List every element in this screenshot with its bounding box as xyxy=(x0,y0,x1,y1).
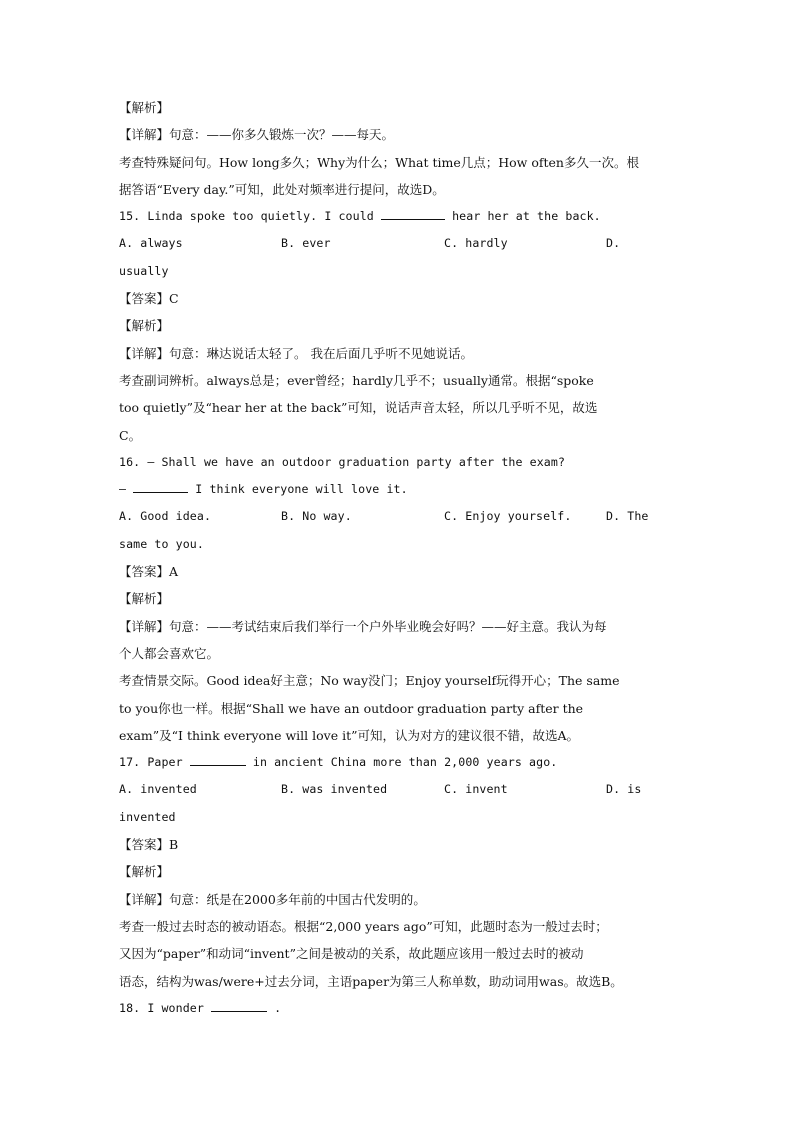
stem-text: . xyxy=(274,1000,282,1015)
question-17-options xyxy=(119,776,679,803)
option-c: C. invent xyxy=(444,782,508,797)
stem-text: hear her at the back. xyxy=(452,209,601,224)
analysis-heading: 【解析】 xyxy=(119,100,170,115)
answer-blank xyxy=(211,999,267,1012)
question-16-options xyxy=(119,503,679,530)
detail-line: 【详解】句意：——考试结束后我们举行一个户外毕业晚会好吗？——好主意。我认为每 xyxy=(119,618,607,634)
question-18-stem xyxy=(119,995,679,1022)
explanation-line: 考查一般过去时态的被动语态。根据“2,000 years ago”可知，此题时态为一般过去时； xyxy=(119,918,608,934)
question-16-stem: 16. — Shall we have an outdoor graduation party after the exam? xyxy=(119,454,566,469)
explanation-line: C。 xyxy=(119,427,142,443)
option-d-wrap: same to you. xyxy=(119,536,204,551)
stem-text: 15. Linda spoke too quietly. I could xyxy=(119,209,374,224)
explanation-line: 考查副词辨析。always总是；ever曾经；hardly几乎不；usually通常。根据“spoke xyxy=(119,372,594,388)
analysis-heading: 【解析】 xyxy=(119,318,170,334)
answer-line: 【答案】C xyxy=(119,291,179,307)
analysis-heading: 【解析】 xyxy=(119,864,170,880)
stem-text: in ancient China more than 2,000 years ago. xyxy=(252,755,558,770)
explanation-line: 据答语“Every day.”可知，此处对频率进行提问，故选D。 xyxy=(119,181,445,197)
stem-text: 17. Paper xyxy=(119,755,183,770)
option-d-wrap: usually xyxy=(119,263,169,278)
exam-page xyxy=(119,94,679,1022)
explanation-line: too quietly”及“hear her at the back”可知，说话声音太轻，所以几乎听不见，故选 xyxy=(119,400,598,416)
answer-blank xyxy=(190,753,246,766)
answer-blank xyxy=(133,480,188,493)
question-15-stem xyxy=(119,203,679,230)
option-b: B. was invented xyxy=(281,782,388,797)
explanation-line: exam”及“I think everyone will love it”可知，认为对方的建议很不错，故选A。 xyxy=(119,727,580,743)
option-a: A. Good idea. xyxy=(119,509,212,524)
question-16-response xyxy=(119,476,679,503)
explanation-line: 考查情景交际。Good idea好主意；No way没门；Enjoy yourself玩得开心；The same xyxy=(119,673,620,689)
option-c: C. Enjoy yourself. xyxy=(444,509,572,524)
stem-text: 18. I wonder xyxy=(119,1000,204,1015)
question-15-options xyxy=(119,230,679,257)
option-c: C. hardly xyxy=(444,236,508,251)
option-a: A. invented xyxy=(119,782,197,797)
answer-line: 【答案】B xyxy=(119,837,179,853)
explanation-line: 语态，结构为was/were+过去分词，主语paper为第三人称单数，助动词用was。故选B。 xyxy=(119,973,623,989)
detail-line: 【详解】句意：——你多久锻炼一次？——每天。 xyxy=(119,127,395,143)
explanation-line: 又因为“paper”和动词“invent”之间是被动的关系，故此题应该用一般过去时的被动 xyxy=(119,946,584,962)
option-b: B. ever xyxy=(281,236,331,251)
detail-line: 【详解】句意：纸是在2000多年前的中国古代发明的。 xyxy=(119,891,426,907)
option-a: A. always xyxy=(119,236,183,251)
question-17-stem xyxy=(119,749,679,776)
explanation-line: 考查特殊疑问句。How long多久；Why为什么；What time几点；How often多久一次。根 xyxy=(119,154,639,170)
option-d: D. is xyxy=(606,782,642,797)
analysis-heading: 【解析】 xyxy=(119,591,170,607)
dash: — xyxy=(119,482,127,497)
answer-line: 【答案】A xyxy=(119,564,179,580)
answer-blank xyxy=(381,207,445,220)
detail-line: 【详解】句意：琳达说话太轻了。 我在后面几乎听不见她说话。 xyxy=(119,345,473,361)
option-b: B. No way. xyxy=(281,509,352,524)
option-d-wrap: invented xyxy=(119,809,176,824)
detail-line: 个人都会喜欢它。 xyxy=(119,645,220,661)
option-d: D. xyxy=(606,236,621,251)
stem-text: I think everyone will love it. xyxy=(195,482,408,497)
explanation-line: to you你也一样。根据“Shall we have an outdoor graduation party after the xyxy=(119,700,584,716)
option-d: D. The xyxy=(606,509,649,524)
